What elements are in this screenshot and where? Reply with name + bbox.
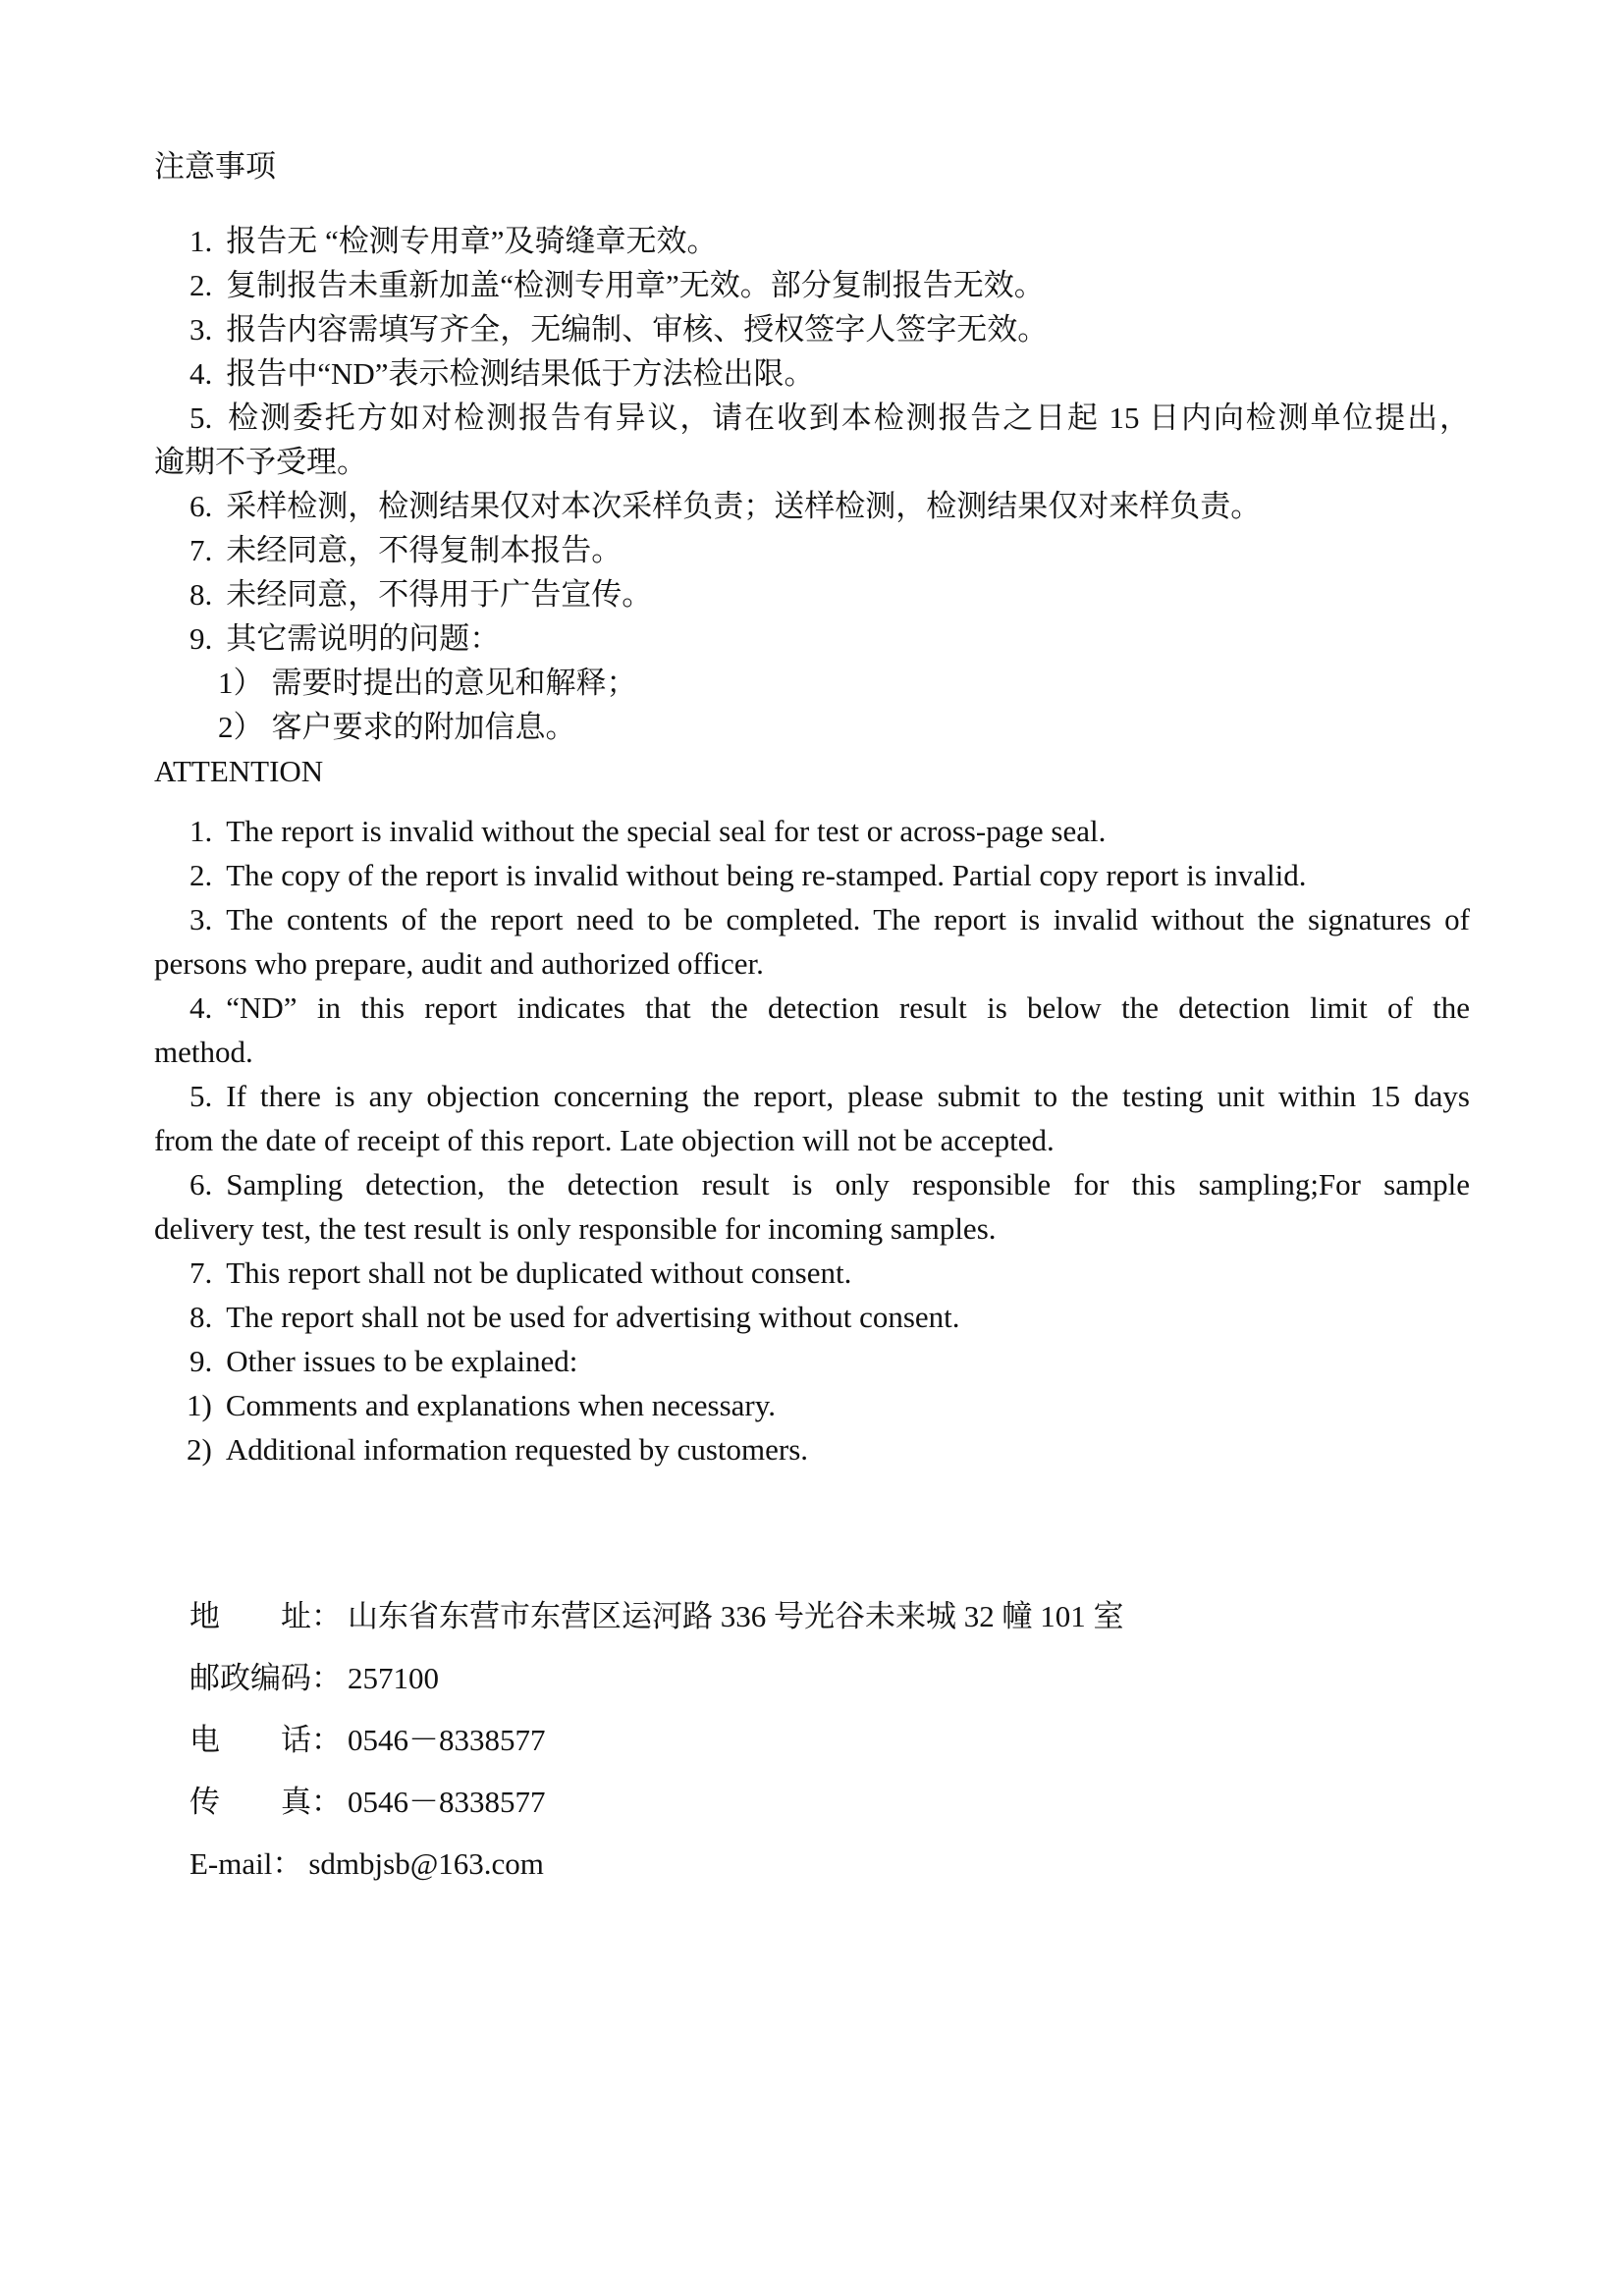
notice-zh-title: 注意事项	[154, 149, 276, 184]
notice-en-title: ATTENTION	[154, 754, 324, 788]
item-number: 9.	[189, 1344, 213, 1378]
item-text: Sampling detection, the detection result is only responsible for this sampling;For sample	[226, 1167, 1470, 1201]
item-number: 3.	[189, 312, 213, 347]
notice-en-item-5	[154, 1074, 1470, 1118]
notice-en-item-5-cont: from the date of receipt of this report. Late objection will not be accepted.	[154, 1123, 1055, 1157]
fax-value: 0546－8338577	[348, 1785, 546, 1819]
item-text: Other issues to be explained:	[226, 1344, 578, 1378]
notice-en-item-4	[154, 986, 1470, 1030]
item-text: If there is any objection concerning the report, please submit to the testing unit within 15 days	[226, 1079, 1470, 1113]
postcode-row	[189, 1656, 1470, 1700]
email-row	[189, 1842, 1470, 1886]
item-text: The report is invalid without the special seal for test or across-page seal.	[226, 814, 1107, 848]
notice-en-item-8	[154, 1295, 1470, 1339]
notice-en-item-2	[154, 853, 1470, 897]
subitem-text: 客户要求的附加信息。	[271, 710, 576, 744]
fax-label: 传 真：	[189, 1785, 342, 1819]
notice-zh-item-6	[154, 484, 1470, 528]
subitem-text: Comments and explanations when necessary.	[225, 1388, 776, 1422]
notice-zh-item-3	[154, 307, 1470, 351]
fax-row	[189, 1780, 1470, 1824]
notice-en-item-9	[154, 1339, 1470, 1383]
subitem-text: 需要时提出的意见和解释；	[271, 666, 637, 700]
item-text: 未经同意，不得复制本报告。	[226, 533, 623, 567]
item-number: 9.	[189, 621, 213, 656]
email-value: sdmbjsb@163.com	[308, 1846, 544, 1881]
notice-zh-item-7	[154, 528, 1470, 572]
item-text: The copy of the report is invalid without being re-stamped. Partial copy report is invalid.	[226, 858, 1307, 892]
item-number: 5.	[189, 1079, 213, 1113]
item-text: 报告中“ND”表示检测结果低于方法检出限。	[226, 356, 815, 391]
postcode-value: 257100	[348, 1661, 439, 1695]
notice-en-item-7	[154, 1251, 1470, 1295]
item-text: 其它需说明的问题：	[226, 621, 501, 656]
notice-en-item-4-cont: method.	[154, 1035, 253, 1069]
subitem-text: Additional information requested by customers.	[225, 1432, 809, 1467]
subitem-number: 1）	[218, 666, 264, 700]
notice-zh-item-2	[154, 263, 1470, 307]
address-row	[189, 1594, 1470, 1638]
item-number: 3.	[189, 902, 213, 936]
postcode-label: 邮政编码：	[189, 1661, 342, 1695]
subitem-number: 2）	[218, 710, 264, 744]
item-number: 5.	[189, 400, 213, 435]
notice-en-subitem-2	[154, 1427, 1470, 1471]
email-label: E-mail：	[189, 1846, 303, 1881]
item-number: 4.	[189, 356, 213, 391]
notice-en-item-3-cont: persons who prepare, audit and authorized officer.	[154, 946, 764, 981]
phone-label: 电 话：	[189, 1723, 342, 1757]
notice-zh-item-5	[154, 396, 1470, 440]
notice-zh-item-8	[154, 572, 1470, 616]
notice-zh-item-5-cont: 逾期不予受理。	[154, 445, 367, 479]
item-text: 报告无 “检测专用章”及骑缝章无效。	[226, 224, 718, 258]
notice-en-item-3	[154, 897, 1470, 941]
item-text: “ND” in this report indicates that the detection result is below the detection limit of the	[226, 990, 1470, 1025]
item-number: 4.	[189, 990, 213, 1025]
item-text: The report shall not be used for advertising without consent.	[226, 1300, 960, 1334]
item-number: 1.	[189, 814, 213, 848]
item-number: 2.	[189, 268, 213, 302]
notice-en-item-6	[154, 1162, 1470, 1206]
item-text: 采样检测，检测结果仅对本次采样负责；送样检测，检测结果仅对来样负责。	[226, 489, 1262, 523]
address-label: 地 址：	[189, 1599, 342, 1633]
notice-zh-item-1	[154, 219, 1470, 263]
notice-en-item-1	[154, 809, 1470, 853]
item-number: 1.	[189, 224, 213, 258]
notice-en-subitem-1	[154, 1383, 1470, 1427]
notice-en-item-6-cont: delivery test, the test result is only responsible for incoming samples.	[154, 1211, 997, 1246]
address-value: 山东省东营市东营区运河路 336 号光谷未来城 32 幢 101 室	[348, 1599, 1124, 1633]
item-number: 7.	[189, 533, 213, 567]
notice-zh-section	[154, 144, 1470, 749]
item-text: 未经同意，不得用于广告宣传。	[226, 577, 653, 612]
notice-en-section	[154, 749, 1470, 1471]
item-text: The contents of the report need to be completed. The report is invalid without the signatures of	[226, 902, 1470, 936]
subitem-number: 1)	[187, 1388, 212, 1422]
item-number: 6.	[189, 489, 213, 523]
notice-zh-list	[154, 219, 1470, 749]
subitem-number: 2)	[187, 1432, 212, 1467]
item-number: 6.	[189, 1167, 213, 1201]
item-number: 7.	[189, 1255, 213, 1290]
item-text: 检测委托方如对检测报告有异议，请在收到本检测报告之日起 15 日内向检测单位提出，	[226, 400, 1470, 435]
item-text: 报告内容需填写齐全，无编制、审核、授权签字人签字无效。	[226, 312, 1049, 347]
item-number: 8.	[189, 577, 213, 612]
item-number: 8.	[189, 1300, 213, 1334]
notice-zh-subitem-2	[154, 705, 1470, 749]
phone-value: 0546－8338577	[348, 1723, 546, 1757]
notice-zh-item-4	[154, 351, 1470, 396]
phone-row	[189, 1718, 1470, 1762]
item-number: 2.	[189, 858, 213, 892]
contact-block	[154, 1594, 1470, 1886]
item-text: This report shall not be duplicated without consent.	[226, 1255, 852, 1290]
notice-zh-item-9	[154, 616, 1470, 661]
item-text: 复制报告未重新加盖“检测专用章”无效。部分复制报告无效。	[226, 268, 1045, 302]
notice-en-list	[154, 809, 1470, 1471]
notice-zh-subitem-1	[154, 661, 1470, 705]
